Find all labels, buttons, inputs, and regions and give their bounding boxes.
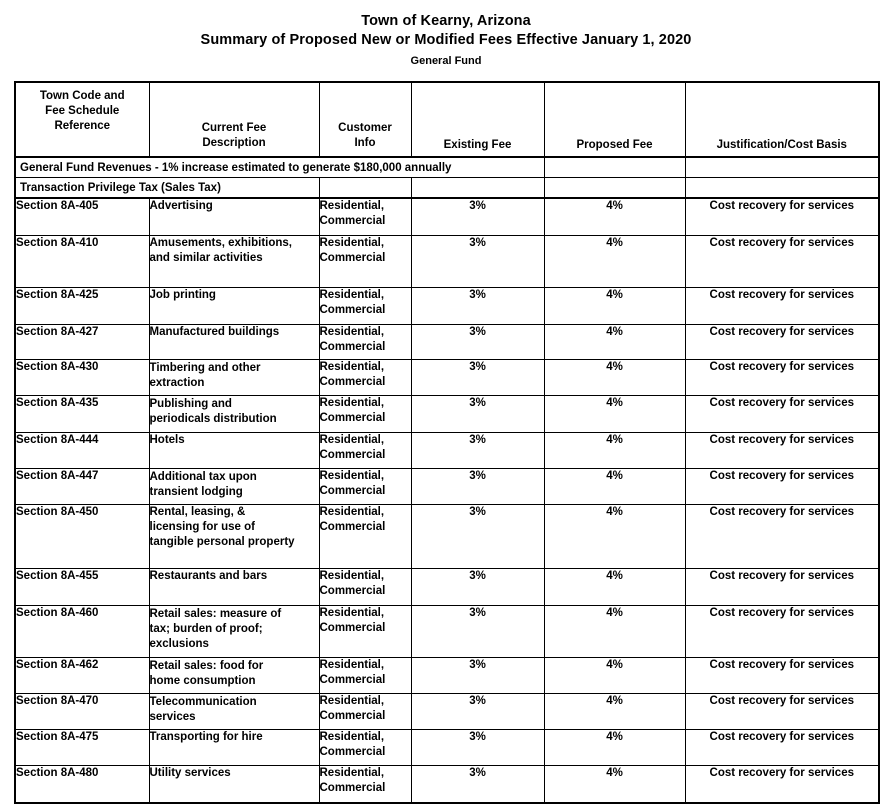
- cell-proposed-fee: 4%: [544, 693, 685, 729]
- customer-info-line: Residential,: [319, 606, 385, 619]
- cell-proposed-fee: 4%: [544, 765, 685, 803]
- cell-proposed-fee: 4%: [544, 235, 685, 287]
- cell-customer-info: [319, 657, 411, 693]
- cell-existing-fee: 3%: [411, 693, 544, 729]
- customer-info-line: Commercial: [319, 584, 386, 597]
- customer-info-line: Commercial: [319, 520, 386, 533]
- cell-fee-description: [149, 287, 319, 324]
- cell-existing-fee: 3%: [411, 568, 544, 605]
- customer-info-line: Commercial: [319, 781, 386, 794]
- cell-justification: Cost recovery for services: [685, 235, 879, 287]
- customer-info-line: Commercial: [319, 340, 386, 353]
- cell-fee-description: [149, 198, 319, 235]
- table-row: [15, 504, 879, 568]
- customer-info-line: Commercial: [319, 215, 386, 227]
- table-row: [15, 568, 879, 605]
- banner-blank-cell: [685, 157, 879, 178]
- cell-proposed-fee: 4%: [544, 729, 685, 765]
- banner-text-transaction-privilege-tax: Transaction Privilege Tax (Sales Tax): [15, 178, 319, 199]
- column-header-description: [149, 82, 319, 157]
- customer-info-line: Residential,: [319, 658, 385, 671]
- column-header-reference-line3: Reference: [54, 120, 111, 132]
- cell-justification: Cost recovery for services: [685, 359, 879, 395]
- description-line: Amusements, exhibitions,: [149, 236, 293, 249]
- column-header-customer-info: [319, 82, 411, 157]
- customer-info-line: Residential,: [319, 236, 385, 249]
- fee-table-container: [14, 81, 878, 804]
- cell-proposed-fee: 4%: [544, 287, 685, 324]
- cell-fee-description: [149, 324, 319, 359]
- cell-proposed-fee: 4%: [544, 504, 685, 568]
- cell-section-reference: Section 8A-462: [15, 657, 149, 693]
- cell-section-reference: Section 8A-475: [15, 729, 149, 765]
- cell-justification: Cost recovery for services: [685, 468, 879, 504]
- description-line: Restaurants and bars: [149, 569, 268, 582]
- cell-section-reference: Section 8A-480: [15, 765, 149, 803]
- table-row: [15, 395, 879, 432]
- customer-info-line: Commercial: [319, 375, 386, 388]
- table-row: [15, 468, 879, 504]
- banner-blank-cell: [319, 178, 411, 199]
- cell-fee-description: [149, 468, 319, 504]
- cell-customer-info: [319, 468, 411, 504]
- cell-existing-fee: 3%: [411, 504, 544, 568]
- cell-customer-info: [319, 729, 411, 765]
- cell-existing-fee: 3%: [411, 198, 544, 235]
- description-line: Retail sales: food for: [149, 659, 264, 672]
- cell-existing-fee: 3%: [411, 468, 544, 504]
- description-line: Hotels: [149, 433, 185, 446]
- banner-text-general-fund-revenues: General Fund Revenues - 1% increase estimated to generate $180,000 annually: [15, 157, 544, 178]
- customer-info-line: Residential,: [319, 469, 385, 482]
- cell-section-reference: Section 8A-435: [15, 395, 149, 432]
- customer-info-line: Commercial: [319, 251, 386, 264]
- cell-justification: Cost recovery for services: [685, 395, 879, 432]
- cell-fee-description: [149, 693, 319, 729]
- customer-info-line: Residential,: [319, 505, 385, 518]
- table-row: [15, 324, 879, 359]
- column-header-existing-fee: Existing Fee: [411, 82, 544, 157]
- cell-customer-info: [319, 605, 411, 657]
- banner-blank-cell: [544, 157, 685, 178]
- cell-section-reference: Section 8A-444: [15, 432, 149, 468]
- customer-info-line: Residential,: [319, 325, 385, 338]
- table-row: [15, 432, 879, 468]
- customer-info-line: Residential,: [319, 766, 385, 779]
- customer-info-line: Commercial: [319, 484, 386, 497]
- column-header-reference: [15, 82, 149, 157]
- table-row: [15, 359, 879, 395]
- customer-info-line: Commercial: [319, 411, 386, 424]
- column-header-description-line2: Description: [202, 137, 266, 149]
- table-header-row: [15, 82, 879, 157]
- description-line: home consumption: [149, 674, 256, 687]
- column-header-justification: Justification/Cost Basis: [685, 82, 879, 157]
- cell-proposed-fee: 4%: [544, 468, 685, 504]
- cell-existing-fee: 3%: [411, 287, 544, 324]
- cell-proposed-fee: 4%: [544, 568, 685, 605]
- customer-info-line: Commercial: [319, 303, 386, 316]
- cell-section-reference: Section 8A-450: [15, 504, 149, 568]
- table-header: [15, 82, 879, 157]
- banner-row-general-fund-revenues: [15, 157, 879, 178]
- cell-existing-fee: 3%: [411, 359, 544, 395]
- cell-fee-description: [149, 359, 319, 395]
- cell-justification: Cost recovery for services: [685, 324, 879, 359]
- cell-customer-info: [319, 235, 411, 287]
- customer-info-line: Commercial: [319, 673, 386, 686]
- cell-justification: Cost recovery for services: [685, 287, 879, 324]
- description-line: Telecommunication: [149, 695, 257, 708]
- cell-justification: Cost recovery for services: [685, 693, 879, 729]
- cell-existing-fee: 3%: [411, 432, 544, 468]
- cell-customer-info: [319, 568, 411, 605]
- cell-fee-description: [149, 395, 319, 432]
- cell-fee-description: [149, 605, 319, 657]
- cell-proposed-fee: 4%: [544, 359, 685, 395]
- cell-existing-fee: 3%: [411, 765, 544, 803]
- cell-section-reference: Section 8A-430: [15, 359, 149, 395]
- description-line: periodicals distribution: [149, 412, 277, 425]
- cell-proposed-fee: 4%: [544, 657, 685, 693]
- table-row: [15, 729, 879, 765]
- cell-justification: Cost recovery for services: [685, 432, 879, 468]
- cell-section-reference: Section 8A-470: [15, 693, 149, 729]
- customer-info-line: Residential,: [319, 694, 385, 707]
- description-line: licensing for use of: [149, 520, 255, 533]
- cell-section-reference: Section 8A-405: [15, 198, 149, 235]
- description-line: tangible personal property: [149, 535, 295, 548]
- cell-fee-description: [149, 729, 319, 765]
- fund-label: General Fund: [410, 55, 482, 67]
- cell-existing-fee: 3%: [411, 605, 544, 657]
- cell-section-reference: Section 8A-455: [15, 568, 149, 605]
- customer-info-line: Residential,: [319, 200, 385, 212]
- cell-section-reference: Section 8A-460: [15, 605, 149, 657]
- banner-blank-cell: [685, 178, 879, 199]
- table-body: [15, 157, 879, 803]
- cell-fee-description: [149, 504, 319, 568]
- cell-proposed-fee: 4%: [544, 198, 685, 235]
- page-subtitle: Summary of Proposed New or Modified Fees Effective January 1, 2020: [200, 32, 692, 48]
- cell-customer-info: [319, 324, 411, 359]
- table-row: [15, 287, 879, 324]
- cell-proposed-fee: 4%: [544, 605, 685, 657]
- table-row: [15, 765, 879, 803]
- fee-schedule-table: [14, 81, 880, 804]
- cell-fee-description: [149, 568, 319, 605]
- cell-proposed-fee: 4%: [544, 324, 685, 359]
- table-row: [15, 605, 879, 657]
- banner-blank-cell: [411, 178, 544, 199]
- cell-section-reference: Section 8A-425: [15, 287, 149, 324]
- customer-info-line: Commercial: [319, 448, 386, 461]
- cell-customer-info: [319, 359, 411, 395]
- table-row: [15, 198, 879, 235]
- cell-justification: Cost recovery for services: [685, 657, 879, 693]
- description-line: Manufactured buildings: [149, 325, 280, 338]
- cell-customer-info: [319, 395, 411, 432]
- description-line: tax; burden of proof;: [149, 622, 263, 635]
- customer-info-line: Residential,: [319, 433, 385, 446]
- cell-existing-fee: 3%: [411, 235, 544, 287]
- description-line: Publishing and: [149, 397, 232, 410]
- description-line: transient lodging: [149, 485, 243, 498]
- column-header-customer-info-line1: Customer: [338, 122, 392, 134]
- cell-existing-fee: 3%: [411, 395, 544, 432]
- description-line: Additional tax upon: [149, 470, 257, 483]
- cell-customer-info: [319, 693, 411, 729]
- cell-proposed-fee: 4%: [544, 395, 685, 432]
- cell-justification: Cost recovery for services: [685, 765, 879, 803]
- cell-justification: Cost recovery for services: [685, 729, 879, 765]
- cell-customer-info: [319, 765, 411, 803]
- description-line: Rental, leasing, &: [149, 505, 246, 518]
- banner-blank-cell: [544, 178, 685, 199]
- description-line: exclusions: [149, 637, 209, 650]
- description-line: services: [149, 710, 196, 723]
- cell-fee-description: [149, 765, 319, 803]
- cell-justification: Cost recovery for services: [685, 605, 879, 657]
- cell-justification: Cost recovery for services: [685, 198, 879, 235]
- cell-customer-info: [319, 504, 411, 568]
- column-header-proposed-fee: Proposed Fee: [544, 82, 685, 157]
- description-line: Transporting for hire: [149, 730, 263, 743]
- customer-info-line: Residential,: [319, 396, 385, 409]
- cell-section-reference: Section 8A-447: [15, 468, 149, 504]
- cell-existing-fee: 3%: [411, 324, 544, 359]
- description-line: extraction: [149, 376, 205, 389]
- cell-fee-description: [149, 432, 319, 468]
- customer-info-line: Residential,: [319, 730, 385, 743]
- description-line: Retail sales: measure of: [149, 607, 282, 620]
- column-header-description-line1: Current Fee: [201, 122, 267, 134]
- customer-info-line: Commercial: [319, 621, 386, 634]
- cell-existing-fee: 3%: [411, 657, 544, 693]
- column-header-reference-line1: Town Code and: [39, 90, 125, 102]
- cell-fee-description: [149, 235, 319, 287]
- description-line: Advertising: [149, 200, 213, 212]
- customer-info-line: Residential,: [319, 360, 385, 373]
- customer-info-line: Commercial: [319, 745, 386, 758]
- cell-proposed-fee: 4%: [544, 432, 685, 468]
- customer-info-line: Residential,: [319, 288, 385, 301]
- column-header-customer-info-line2: Info: [354, 137, 376, 149]
- cell-fee-description: [149, 657, 319, 693]
- cell-justification: Cost recovery for services: [685, 504, 879, 568]
- description-line: Job printing: [149, 288, 216, 301]
- table-row: [15, 235, 879, 287]
- document-title-block: [0, 0, 892, 70]
- cell-section-reference: Section 8A-427: [15, 324, 149, 359]
- description-line: Timbering and other: [149, 361, 261, 374]
- column-header-reference-line2: Fee Schedule: [45, 105, 120, 117]
- table-row: [15, 693, 879, 729]
- cell-customer-info: [319, 432, 411, 468]
- table-row: [15, 657, 879, 693]
- customer-info-line: Residential,: [319, 569, 385, 582]
- page-title: Town of Kearny, Arizona: [361, 13, 531, 29]
- cell-customer-info: [319, 287, 411, 324]
- description-line: Utility services: [149, 766, 231, 779]
- cell-section-reference: Section 8A-410: [15, 235, 149, 287]
- cell-existing-fee: 3%: [411, 729, 544, 765]
- cell-justification: Cost recovery for services: [685, 568, 879, 605]
- banner-row-transaction-privilege-tax: [15, 178, 879, 199]
- cell-customer-info: [319, 198, 411, 235]
- customer-info-line: Commercial: [319, 709, 386, 722]
- description-line: and similar activities: [149, 251, 263, 264]
